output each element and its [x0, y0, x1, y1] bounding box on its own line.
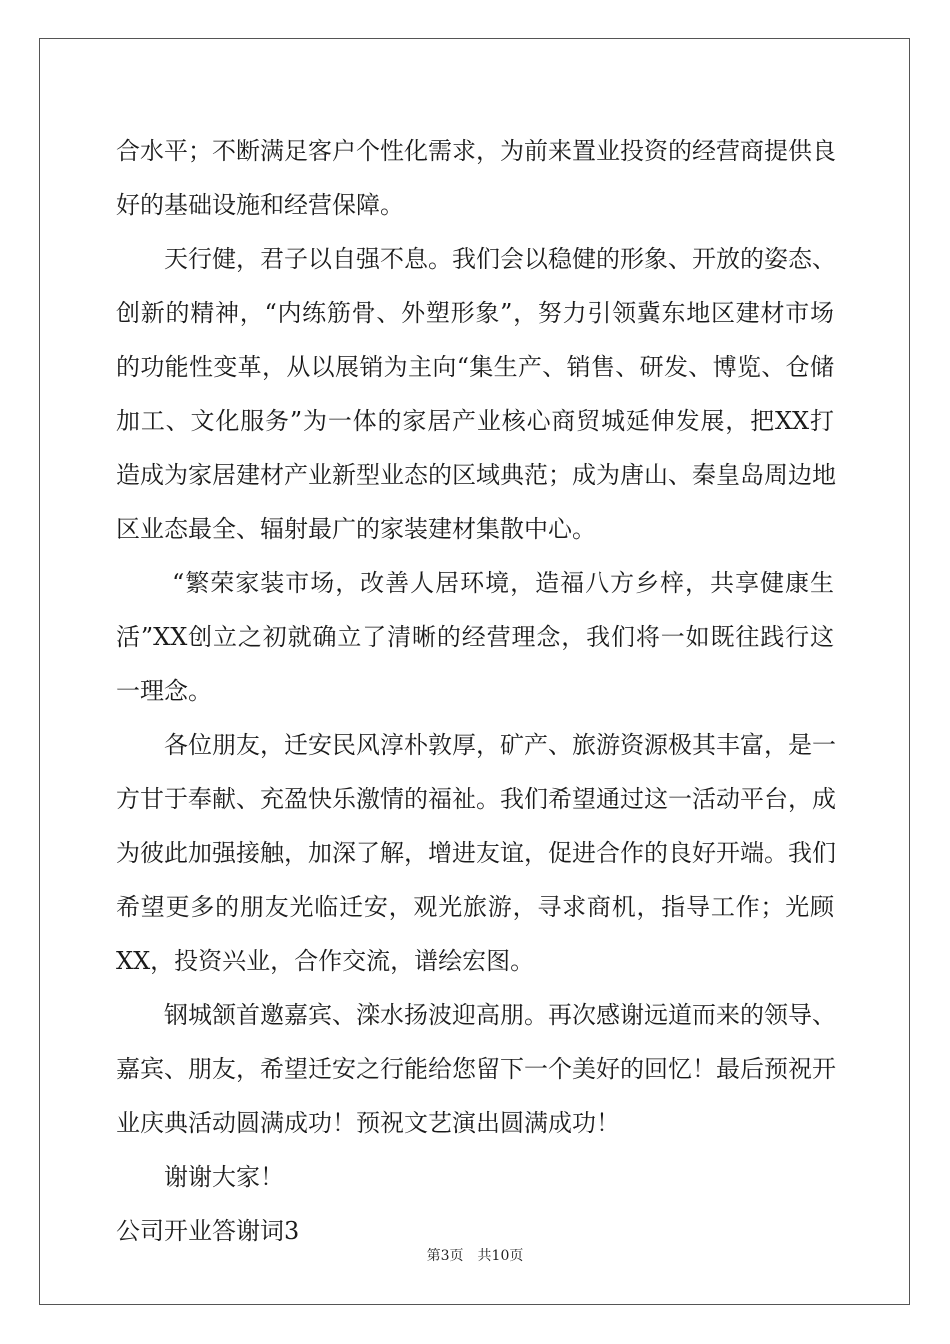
text-line: 方甘于奉献、充盈快乐激情的福祉。我们希望通过这一活动平台，成: [116, 785, 836, 813]
text-line: 加工、文化服务”为一体的家居产业核心商贸城延伸发展，把XX打: [116, 407, 834, 435]
text-line: 谢谢大家！: [164, 1163, 284, 1191]
text-line: 希望更多的朋友光临迁安，观光旅游，寻求商机，指导工作；光顾: [116, 893, 834, 921]
text-line: XX，投资兴业，合作交流，谱绘宏图。: [116, 947, 535, 975]
text-line: 天行健，君子以自强不息。我们会以稳健的形象、开放的姿态、: [164, 245, 836, 273]
text-line: “繁荣家装市场，改善人居环境，造福八方乡梓，共享健康生: [172, 569, 834, 597]
text-line: 活”XX创立之初就确立了清晰的经营理念，我们将一如既往践行这: [116, 623, 834, 651]
text-line: 钢城颔首邀嘉宾、滦水扬波迎高朋。再次感谢远道而来的领导、: [164, 1001, 836, 1029]
page-total: 共10页: [477, 1248, 524, 1264]
text-line: 的功能性变革，从以展销为主向“集生产、销售、研发、博览、仓储: [116, 353, 834, 381]
text-line: 一理念。: [116, 677, 212, 705]
text-line: 好的基础设施和经营保障。: [116, 191, 404, 219]
text-line: 业庆典活动圆满成功！预祝文艺演出圆满成功！: [116, 1109, 620, 1137]
text-line: 造成为家居建材产业新型业态的区域典范；成为唐山、秦皇岛周边地: [116, 461, 836, 489]
text-line: 嘉宾、朋友，希望迁安之行能给您留下一个美好的回忆！最后预祝开: [116, 1055, 836, 1083]
text-line: 为彼此加强接触，加深了解，增进友谊，促进合作的良好开端。我们: [116, 839, 836, 867]
document-body: [116, 124, 834, 1258]
text-line: 各位朋友，迁安民风淳朴敦厚，矿产、旅游资源极其丰富，是一: [164, 731, 836, 759]
text-line: 区业态最全、辐射最广的家装建材集散中心。: [116, 515, 596, 543]
text-line: 创新的精神，“内练筋骨、外塑形象”，努力引领冀东地区建材市场: [116, 299, 834, 327]
page-number: 第3页: [426, 1248, 464, 1264]
text-line: 合水平；不断满足客户个性化需求，为前来置业投资的经营商提供良: [116, 137, 836, 165]
page-footer: [0, 1245, 950, 1265]
section-heading: 公司开业答谢词3: [116, 1217, 300, 1245]
